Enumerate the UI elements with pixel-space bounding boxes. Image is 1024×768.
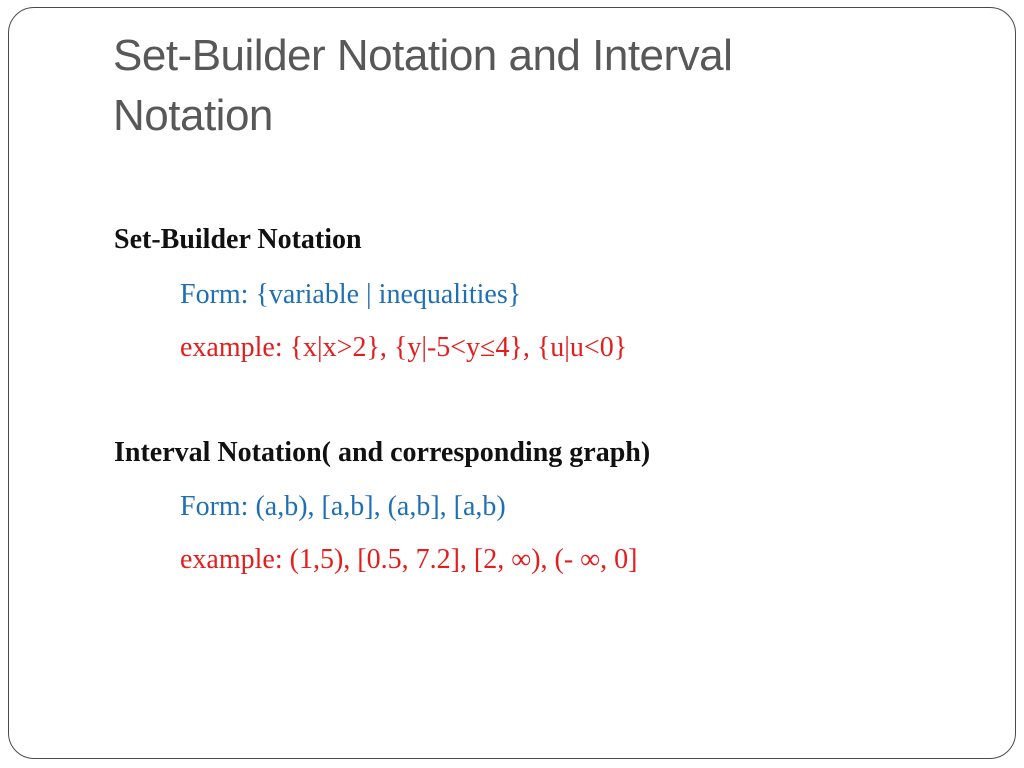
interval-example: example: (1,5), [0.5, 7.2], [2, ∞), (- ∞, 0] — [180, 544, 638, 575]
interval-heading: Interval Notation( and corresponding graph) — [114, 437, 651, 468]
set-builder-heading: Set-Builder Notation — [114, 224, 362, 255]
slide-title: Set-Builder Notation and Interval Notation — [113, 31, 733, 140]
set-builder-example: example: {x|x>2}, {y|-5<y≤4}, {u|u<0} — [180, 332, 628, 363]
interval-form: Form: (a,b), [a,b], (a,b], [a,b) — [180, 491, 506, 522]
set-builder-form: Form: {variable | inequalities} — [180, 279, 522, 310]
